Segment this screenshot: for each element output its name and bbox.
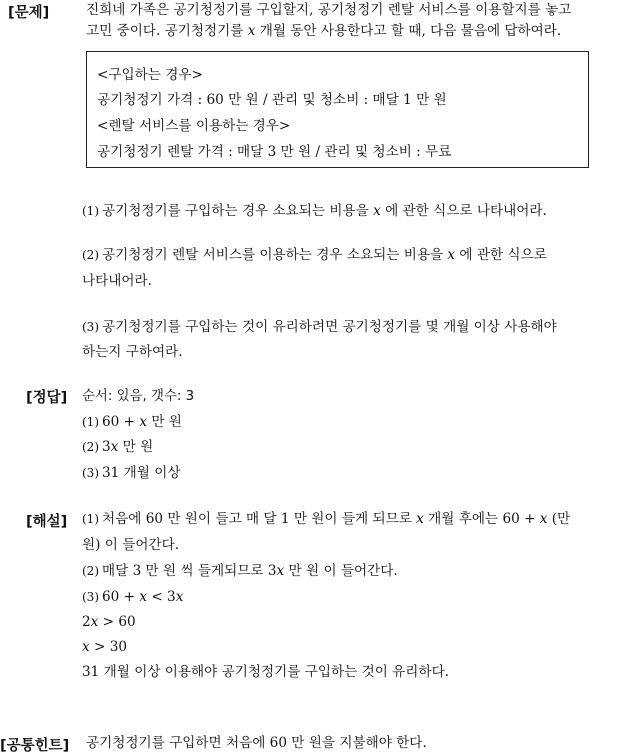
answer-1: (1) 60 + x 만 원 [82,414,182,430]
hint-tag: [공통힌트] [0,738,70,754]
box-line-rental-heading: <렌탈 서비스를 이용하는 경우> [97,118,291,134]
question-3-line1: (3) 공기청정기를 구입하는 것이 유리하려면 공기청정기를 몇 개월 이상 사용해야 [82,319,557,335]
solution-inequality-3: x > 30 [82,639,128,655]
question-3-line2: 하는지 구하여라. [82,344,183,360]
solution-2: (2) 매달 3 만 원 씩 들게되므로 3x 만 원 이 들어간다. [82,563,398,579]
solution-inequality-2: 2x > 60 [82,614,136,630]
solution-3: (3) 60 + x < 3x [82,589,184,605]
solution-conclusion: 31 개월 이상 이용해야 공기청정기를 구입하는 것이 유리하다. [82,664,450,680]
answer-3: (3) 31 개월 이상 [82,465,181,481]
problem-tag: [문제] [8,5,50,21]
problem-intro-line1: 진희네 가족은 공기청정기를 구입할지, 공기청정기 렌탈 서비스를 이용할지를 놓고 [86,2,572,18]
box-line-purchase-cost: 공기청정기 가격 : 60 만 원 / 관리 및 청소비 : 매달 1 만 원 [97,92,447,108]
condition-box [86,51,589,168]
question-1: (1) 공기청정기를 구입하는 경우 소요되는 비용을 x 에 관한 식으로 나타내어라. [82,203,547,219]
question-2-line2: 나타내어라. [82,273,152,289]
solution-1-line2: 원) 이 들어간다. [82,537,180,553]
answer-2: (2) 3x 만 원 [82,439,154,455]
hint-text: 공기청정기를 구입하면 처음에 60 만 원을 지불해야 한다. [86,735,427,751]
solution-tag: [해설] [26,514,68,530]
question-2-line1: (2) 공기청정기 렌탈 서비스를 이용하는 경우 소요되는 비용을 x 에 관한 식으로 [82,247,547,263]
problem-intro-line2: 고민 중이다. 공기청정기를 x 개월 동안 사용한다고 할 때, 다음 물음에 답하여라. [86,23,562,39]
answer-meta: 순서: 있음, 갯수: 3 [82,389,195,404]
answer-tag: [정답] [26,390,68,406]
solution-1-line1: (1) 처음에 60 만 원이 들고 매 달 1 만 원이 들게 되므로 x 개월 후에는 60 + x (만 [82,511,571,527]
box-line-rental-cost: 공기청정기 렌탈 가격 : 매달 3 만 원 / 관리 및 청소비 : 무료 [97,144,452,160]
box-line-purchase-heading: <구입하는 경우> [97,67,203,83]
